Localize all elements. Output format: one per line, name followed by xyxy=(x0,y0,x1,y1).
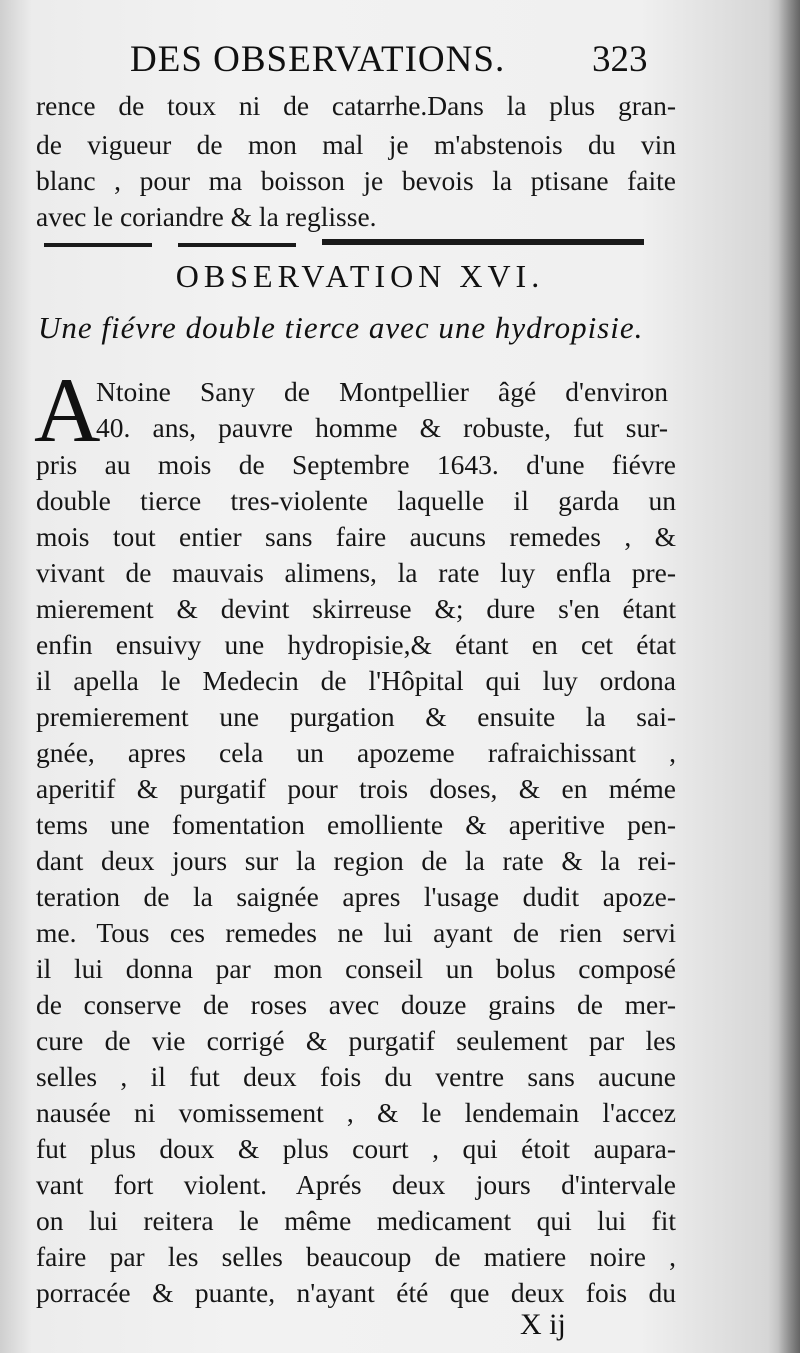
text-line: avec le coriandre & la reglisse. xyxy=(36,201,377,232)
text-line: de conserve de roses avec douze grains de mer- xyxy=(36,989,676,1020)
page-edge-shadow xyxy=(778,0,800,1353)
text-line: enfin ensuivy une hydropisie,& étant en cet état xyxy=(36,629,676,660)
text-line: Ntoine Sany de Montpellier âgé d'environ xyxy=(96,376,668,407)
ornamental-rule xyxy=(178,243,296,247)
drop-capital: A xyxy=(34,359,101,461)
page-number: 323 xyxy=(592,39,648,80)
text-line: gnée, apres cela un apozeme rafraichissant , xyxy=(36,737,676,768)
observation-title: OBSERVATION XVI. xyxy=(175,258,545,294)
text-line: aperitif & purgatif pour trois doses, & en méme xyxy=(36,773,676,804)
text-line: blanc , pour ma boisson je bevois la ptisane faite xyxy=(36,165,676,196)
signature-mark: X ij xyxy=(520,1308,566,1341)
text-line: nausée ni vomissement , & le lendemain l'accez xyxy=(36,1097,676,1128)
text-line: porracée & puante, n'ayant été que deux fois du xyxy=(36,1277,676,1308)
page-header xyxy=(130,38,670,88)
text-line: pris au mois de Septembre 1643. d'une fiévre xyxy=(36,449,676,480)
text-line: me. Tous ces remedes ne lui ayant de rien servi xyxy=(36,917,676,948)
text-line: vivant de mauvais alimens, la rate luy enfla pre- xyxy=(36,557,676,588)
text-line: il apella le Medecin de l'Hôpital qui luy ordona xyxy=(36,665,676,696)
text-line: rence de toux ni de catarrhe.Dans la plus gran- xyxy=(36,90,676,121)
text-line: premierement une purgation & ensuite la sai- xyxy=(36,701,676,732)
text-line: teration de la saignée apres l'usage dudit apoze- xyxy=(36,881,676,912)
ornamental-rule xyxy=(322,239,644,245)
text-line: faire par les selles beaucoup de matiere noire , xyxy=(36,1241,676,1272)
observation-subtitle: Une fiévre double tierce avec une hydropisie. xyxy=(38,310,644,345)
text-line: il lui donna par mon conseil un bolus composé xyxy=(36,953,676,984)
text-line: de vigueur de mon mal je m'abstenois du vin xyxy=(36,129,676,160)
running-head: DES OBSERVATIONS. xyxy=(130,39,506,80)
ornamental-rule xyxy=(44,243,152,247)
text-line: dant deux jours sur la region de la rate & la rei- xyxy=(36,845,676,876)
text-line: vant fort violent. Aprés deux jours d'intervale xyxy=(36,1169,676,1200)
text-line: on lui reitera le même medicament qui lui fit xyxy=(36,1205,676,1236)
text-line: 40. ans, pauvre homme & robuste, fut sur- xyxy=(96,412,668,443)
text-line: mierement & devint skirreuse &; dure s'en étant xyxy=(36,593,676,624)
text-line: cure de vie corrigé & purgatif seulement par les xyxy=(36,1025,676,1056)
text-line: fut plus doux & plus court , qui étoit aupara- xyxy=(36,1133,676,1164)
text-line: selles , il fut deux fois du ventre sans aucune xyxy=(36,1061,676,1092)
text-line: tems une fomentation emolliente & aperitive pen- xyxy=(36,809,676,840)
text-line: double tierce tres-violente laquelle il garda un xyxy=(36,485,676,516)
text-line: mois tout entier sans faire aucuns remedes , & xyxy=(36,521,676,552)
